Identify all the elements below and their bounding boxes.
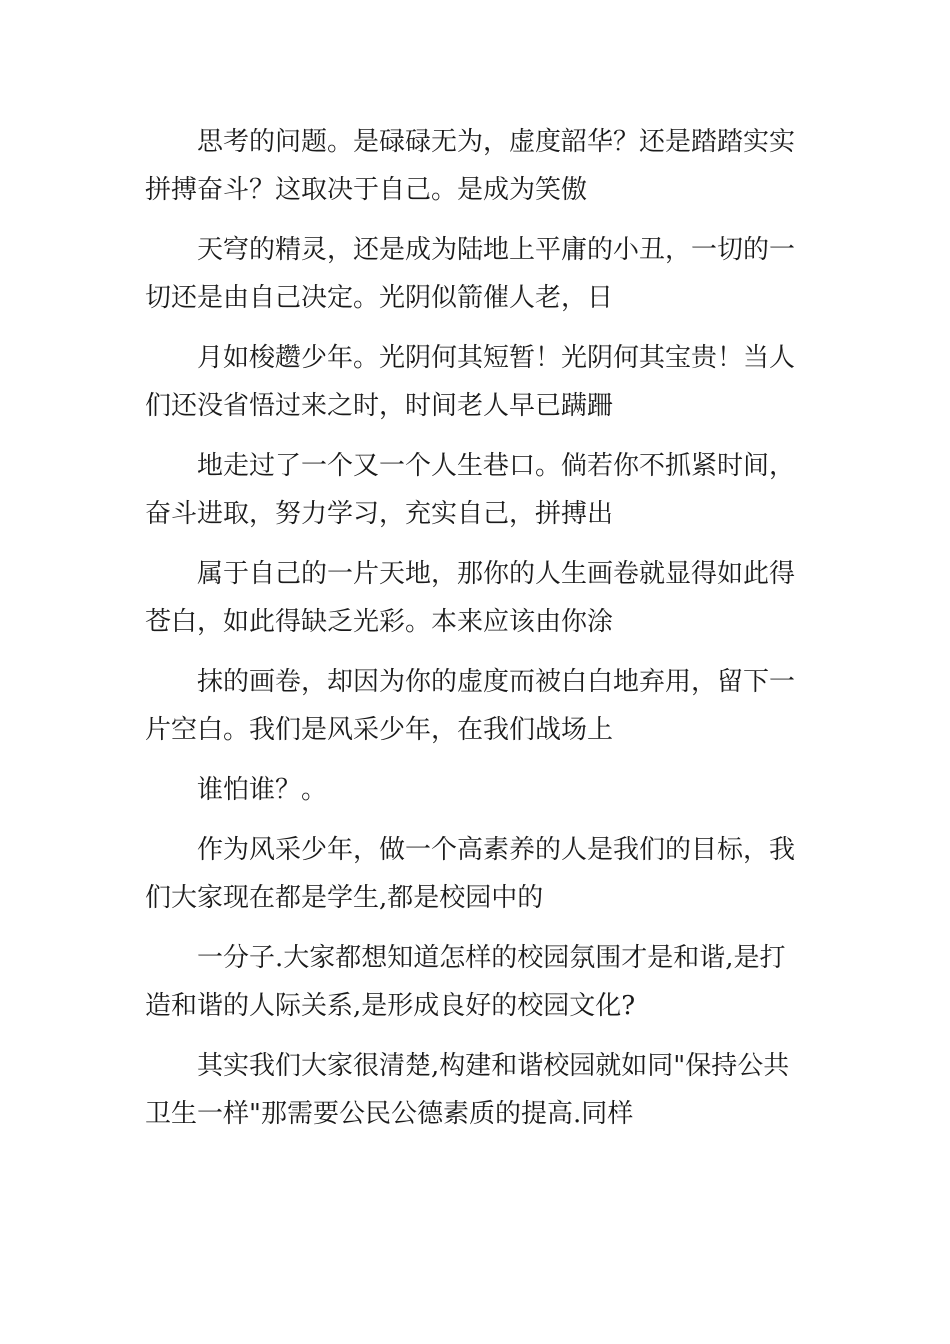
paragraph-line: 一分子.大家都想知道怎样的校园氛围才是和谐,是打 xyxy=(197,943,786,973)
paragraph-line: 们还没省悟过来之时，时间老人早已蹒跚 xyxy=(145,391,614,421)
paragraph-line: 思考的问题。是碌碌无为，虚度韶华？还是踏踏实实 xyxy=(197,127,796,157)
paragraph xyxy=(145,550,815,646)
paragraph-line: 月如梭趱少年。光阴何其短暂！光阴何其宝贵！当人 xyxy=(197,343,796,373)
paragraph xyxy=(145,1042,815,1138)
paragraph-line: 天穹的精灵，还是成为陆地上平庸的小丑，一切的一 xyxy=(197,235,796,265)
paragraph-line: 切还是由自己决定。光阴似箭催人老，日 xyxy=(145,283,614,313)
paragraph xyxy=(145,766,815,814)
paragraph xyxy=(145,658,815,754)
paragraph-line: 属于自己的一片天地，那你的人生画卷就显得如此得 xyxy=(197,559,796,589)
paragraph-line: 造和谐的人际关系,是形成良好的校园文化? xyxy=(145,991,636,1021)
paragraph xyxy=(145,826,815,922)
paragraph-line: 拼搏奋斗？这取决于自己。是成为笑傲 xyxy=(145,175,588,205)
paragraph-line: 地走过了一个又一个人生巷口。倘若你不抓紧时间， xyxy=(197,451,796,481)
paragraph-line: 作为风采少年，做一个高素养的人是我们的目标，我 xyxy=(197,835,796,865)
paragraph-line: 抹的画卷，却因为你的虚度而被白白地弃用，留下一 xyxy=(197,667,796,697)
paragraph-line: 其实我们大家很清楚,构建和谐校园就如同"保持公共 xyxy=(197,1051,790,1081)
paragraph xyxy=(145,118,815,214)
paragraph xyxy=(145,934,815,1030)
paragraph xyxy=(145,442,815,538)
document-body xyxy=(145,118,815,1150)
paragraph xyxy=(145,226,815,322)
paragraph-line: 奋斗进取，努力学习，充实自己，拼搏出 xyxy=(145,499,614,529)
paragraph-line: 卫生一样"那需要公民公德素质的提高.同样 xyxy=(145,1099,634,1129)
paragraph xyxy=(145,334,815,430)
paragraph-line: 片空白。我们是风采少年，在我们战场上 xyxy=(145,715,614,745)
paragraph-line: 谁怕谁？。 xyxy=(197,775,328,805)
paragraph-line: 苍白，如此得缺乏光彩。本来应该由你涂 xyxy=(145,607,614,637)
paragraph-line: 们大家现在都是学生,都是校园中的 xyxy=(145,883,544,913)
